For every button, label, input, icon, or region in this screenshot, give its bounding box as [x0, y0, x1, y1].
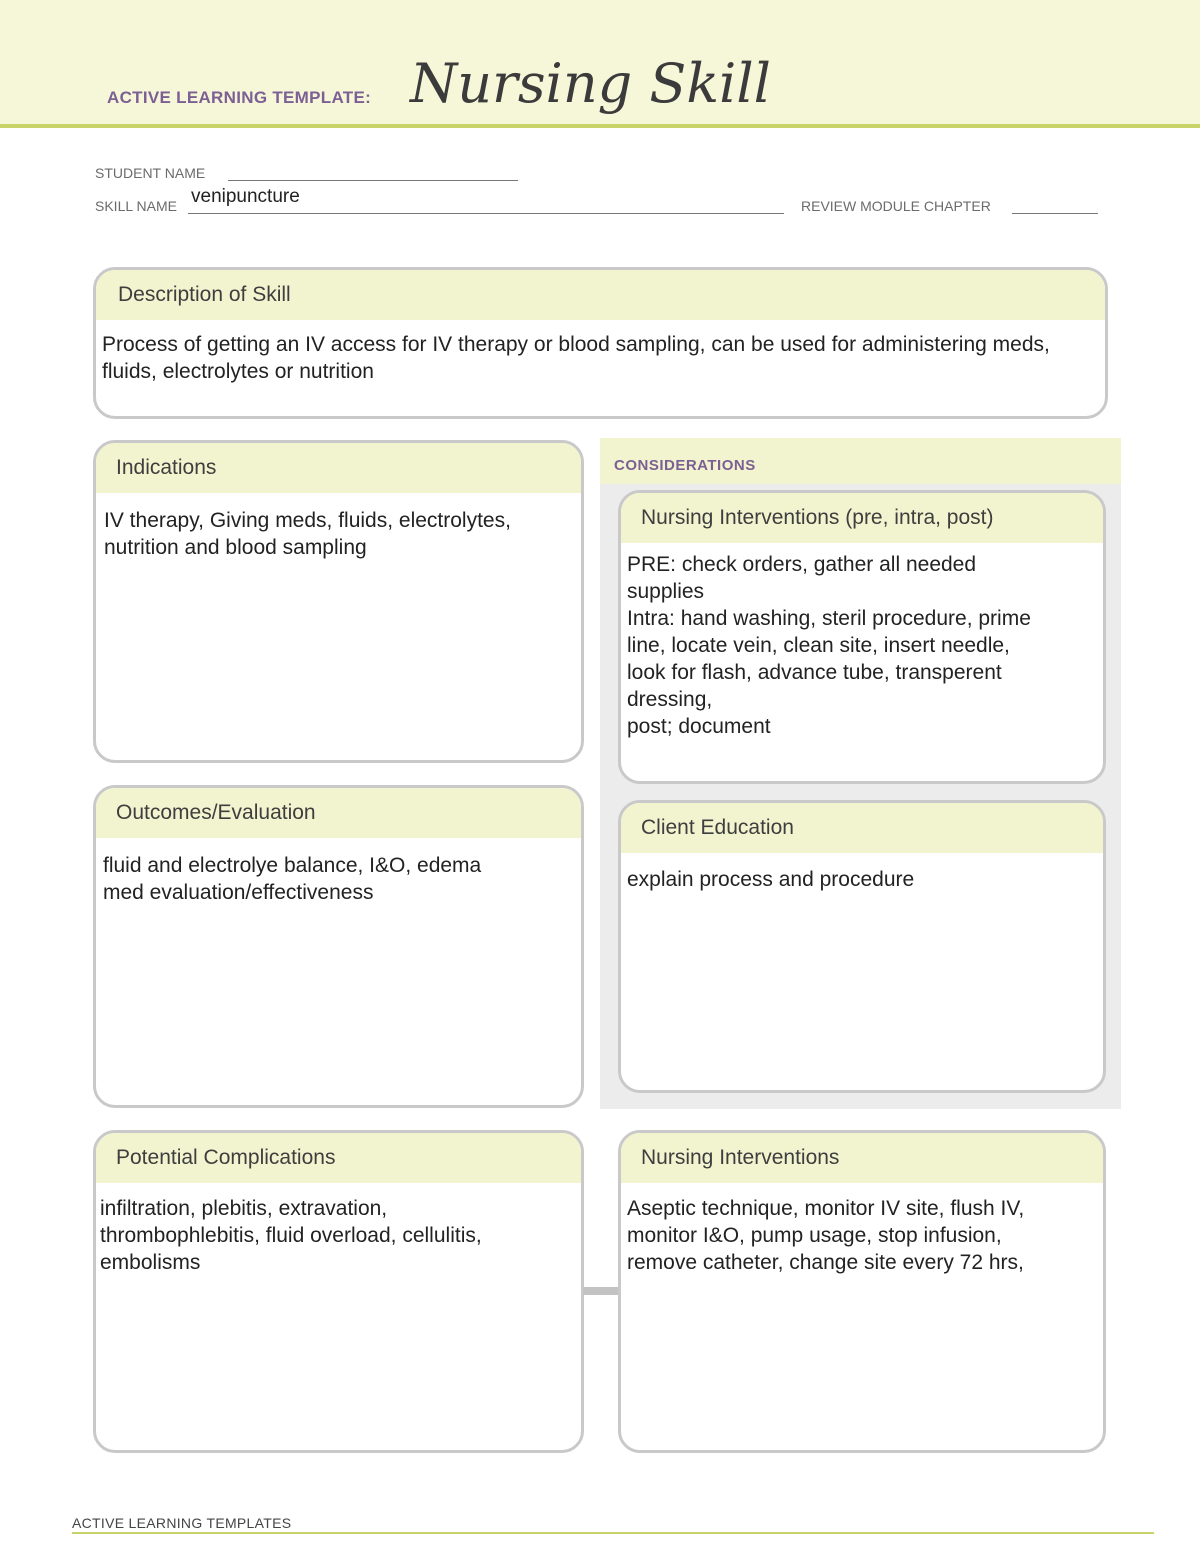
nursing-interventions-heading: Nursing Interventions	[621, 1133, 1103, 1183]
client-education-box	[618, 800, 1106, 1093]
nursing-interventions-ppp-heading: Nursing Interventions (pre, intra, post)	[621, 493, 1103, 543]
client-education-heading: Client Education	[621, 803, 1103, 853]
review-module-label: REVIEW MODULE CHAPTER	[801, 198, 991, 214]
outcomes-heading: Outcomes/Evaluation	[96, 788, 581, 838]
description-text[interactable]: Process of getting an IV access for IV therapy or blood sampling, can be used for administering meds, fluids, electrolytes or nutrition	[102, 333, 1050, 383]
client-education-text[interactable]: explain process and procedure	[627, 868, 915, 891]
nursing-interventions-box	[618, 1130, 1106, 1453]
complications-text[interactable]: infiltration, plebitis, extravation, thrombophlebitis, fluid overload, cellulitis, embolisms	[100, 1197, 482, 1274]
indications-text[interactable]: IV therapy, Giving meds, fluids, electrolytes, nutrition and blood sampling	[104, 509, 511, 559]
nursing-interventions-ppp-text[interactable]: PRE: check orders, gather all needed supplies Intra: hand washing, steril procedure, prime line, locate vein, clean site, insert needle, look for flash, advance tube, transperent dressing, post; document	[627, 553, 1031, 738]
review-module-line	[1012, 213, 1098, 214]
complications-heading: Potential Complications	[96, 1133, 581, 1183]
footer-rule	[72, 1532, 1154, 1534]
complications-box	[93, 1130, 584, 1453]
template-label: ACTIVE LEARNING TEMPLATE:	[107, 88, 372, 107]
indications-box	[93, 440, 584, 763]
description-box	[93, 267, 1108, 419]
nursing-interventions-text[interactable]: Aseptic technique, monitor IV site, flush IV, monitor I&O, pump usage, stop infusion, remove catheter, change site every 72 hrs,	[627, 1197, 1025, 1274]
skill-name-field[interactable]: venipuncture	[191, 186, 300, 207]
outcomes-box	[93, 785, 584, 1108]
description-heading: Description of Skill	[96, 270, 1105, 320]
skill-name-label: SKILL NAME	[95, 198, 177, 214]
footer-label: ACTIVE LEARNING TEMPLATES	[72, 1515, 292, 1531]
outcomes-text[interactable]: fluid and electrolye balance, I&O, edema med evaluation/effectiveness	[103, 854, 482, 904]
skill-name-line	[188, 213, 784, 214]
connector-bar	[583, 1287, 621, 1295]
considerations-label: CONSIDERATIONS	[614, 457, 756, 474]
indications-heading: Indications	[96, 443, 581, 493]
template-title: Nursing Skill	[410, 52, 771, 115]
student-name-label: STUDENT NAME	[95, 165, 206, 181]
nursing-interventions-ppp-box	[618, 490, 1106, 784]
header-rule	[0, 124, 1200, 128]
student-name-line	[228, 180, 518, 181]
